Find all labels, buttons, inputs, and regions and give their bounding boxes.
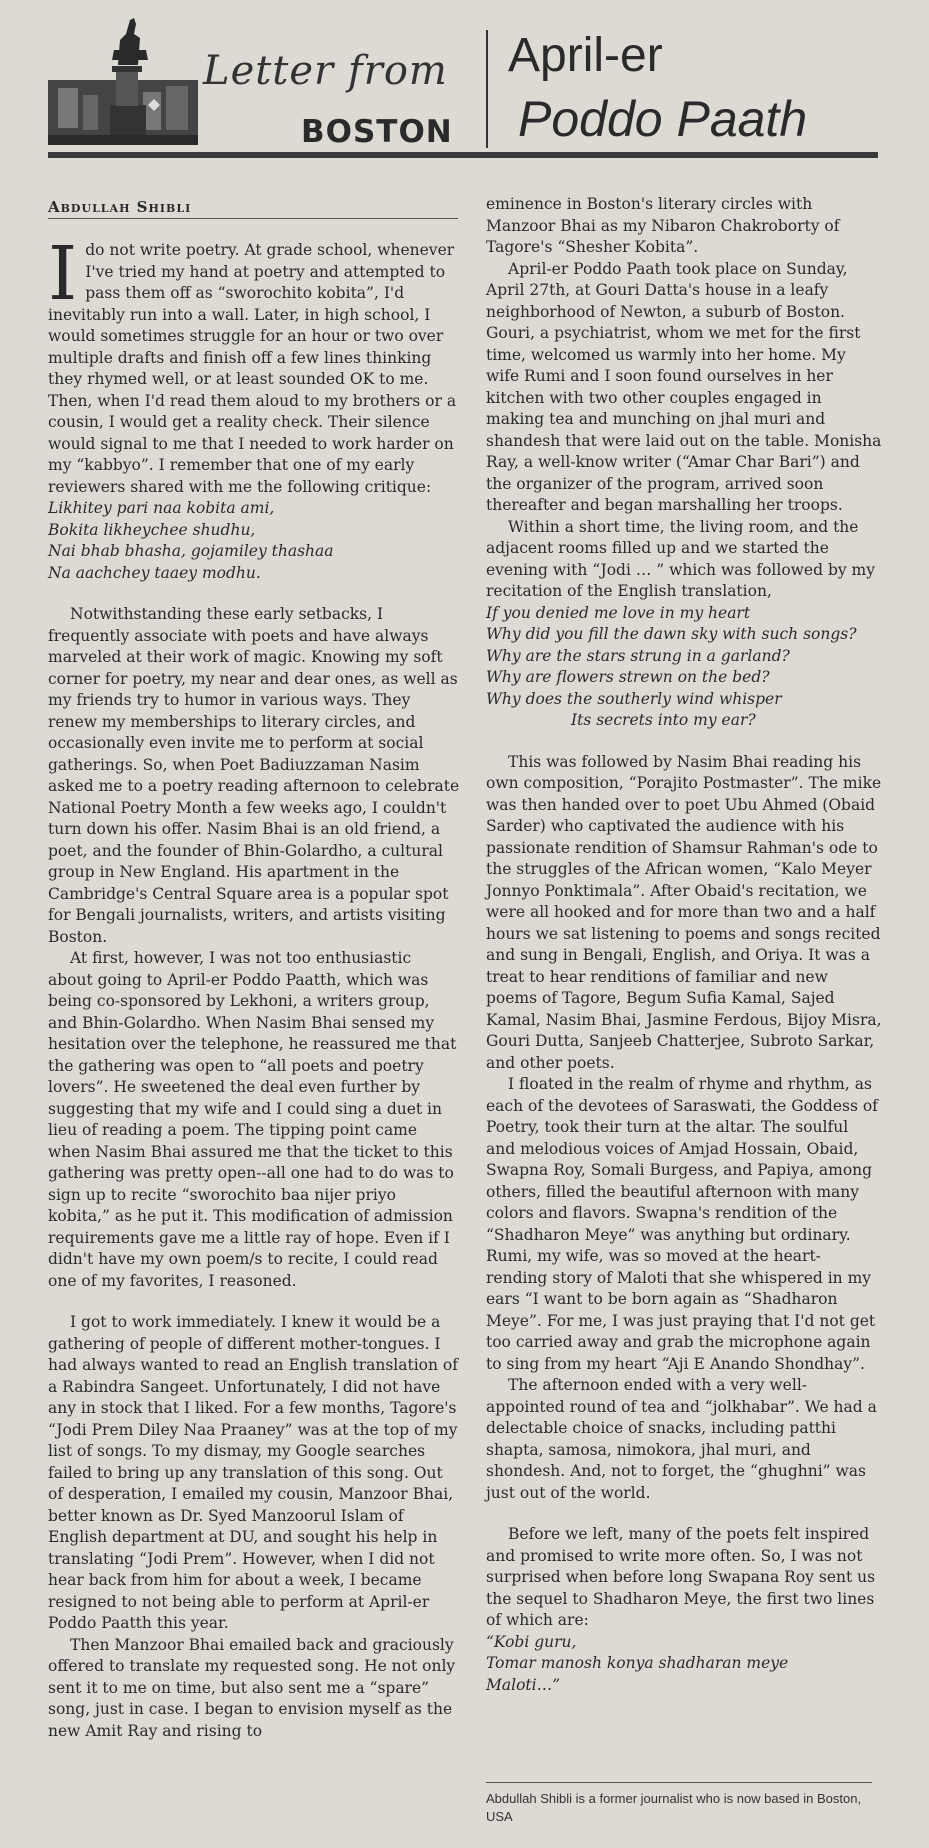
left-column: [48, 231, 460, 1742]
author-bio: Abdullah Shibli is a former journalist who is now based in Boston, USA: [486, 1791, 862, 1824]
bio-rule: [486, 1782, 872, 1783]
title-line-2: Poddo Paath: [518, 91, 808, 147]
paragraph: eminence in Boston's literary circles with Manzoor Bhai as my Nibaron Chakroborty of Tagore's “Shesher Kobita”.: [486, 195, 840, 256]
right-column: [486, 194, 882, 1696]
verse-line: Likhitey pari naa kobita ami,: [48, 499, 275, 517]
verse-line: If you denied me love in my heart: [486, 603, 751, 622]
paragraph: Notwithstanding these early setbacks, I frequently associate with poets and have always marveled at their work of magic. Knowing my soft corner for poetry, my near and dear ones, as well as my friends try to humor in various ways. They renew my memberships to literary circles, and occasionally even invite me to perform at social gatherings. So, when Poet Badiuzzaman Nasim asked me to a poetry reading afternoon to celebrate National Poetry Month a few weeks ago, I couldn't turn down his offer. Nasim Bhai is an old friend, a poet, and the founder of Bhin-Golardho, a cultural group in New England. His apartment in the Cambridge's Central Square area is a popular spot for Bengali journalists, writers, and artists visiting Boston.: [48, 605, 460, 946]
verse-line: Why are flowers strewn on the bed?: [486, 668, 770, 686]
verse-line: Why are the stars strung in a garland?: [486, 646, 790, 665]
byline-rule: [48, 218, 458, 219]
verse-line: “Kobi guru,: [486, 1632, 577, 1651]
byline: Abdullah Shibli: [48, 198, 192, 216]
header-rule: [48, 152, 878, 158]
paragraph: I got to work immediately. I knew it would be a gathering of people of different mother-tongues. I had always wanted to read an English translation of a Rabindra Sangeet. Unfortunately, I did not have any in stock that I liked. For a few months, Tagore's “Jodi Prem Diley Naa Praaney” was at the top of my list of songs. To my dismay, my Google searches failed to bring up any translation of this song. Out of desperation, I emailed my cousin, Manzoor Bhai, better known as Dr. Syed Manzoorul Islam of English department at DU, and sought his help in translating “Jodi Prem”. However, when I did not hear back from him for about a week, I became resigned to not being able to perform at April-er Poddo Paatth this year.: [48, 1313, 458, 1632]
paragraph: Ido not write poetry. At grade school, whenever I've tried my hand at poetry and attempted to pass them off as “sworochito kobita”, I'd inevitably run into a wall. Later, in high school, I would sometimes struggle for an hour or two over multiple drafts and finish off a few lines thinking they rhymed well, or at least sounded OK to me. Then, when I'd read them aloud to my brothers or a cousin, I would get a reality check. Their silence would signal to me that I needed to work harder on my “kabbyo”. I remember that one of my early reviewers shared with me the following critique:: [48, 231, 457, 496]
paragraph: Then Manzoor Bhai emailed back and graciously offered to translate my requested song. He not only sent it to me on time, but also sent me a “spare” song, just in case. I began to envision myself as the new Amit Ray and rising to: [48, 1635, 456, 1740]
verse-line: Its secrets into my ear?: [571, 711, 756, 729]
verse-line: Na aachchey taaey modhu.: [48, 563, 261, 582]
boston-label: BOSTON: [301, 114, 453, 150]
title-line-1: April-er: [508, 29, 663, 82]
verse-line: Why did you fill the dawn sky with such songs?: [486, 625, 857, 643]
paragraph: This was followed by Nasim Bhai reading his own composition, “Porajito Postmaster”. The mike was then handed over to poet Ubu Ahmed (Obaid Sarder) who captivated the audience with his passionate rendition of Shamsur Rahman's ode to the struggles of the African women, “Kalo Meyer Jonnyo Ponktimala”. After Obaid's recitation, we were all hooked and for more than two and a half hours we sat listening to poems and songs recited and sung in Bengali, English, and Oriya. It was a treat to hear renditions of familiar and new poems of Tagore, Begum Sufia Kamal, Sajed Kamal, Nasim Bhai, Jasmine Ferdous, Bijoy Misra, Gouri Dutta, Sanjeeb Chatterjee, Subroto Sarkar, and other poets.: [486, 752, 882, 1072]
verse-line: Maloti…”: [486, 1675, 561, 1694]
statue-illustration-icon: [48, 10, 198, 145]
paragraph: April-er Poddo Paath took place on Sunday, April 27th, at Gouri Datta's house in a leafy neighborhood of Newton, a suburb of Boston. Gouri, a psychiatrist, whom we met for the first time, welcomed us warmly into her home. My wife Rumi and I soon found ourselves in her kitchen with two other couples engaged in making tea and munching on jhal muri and shandesh that were laid out on the table. Monisha Ray, a well-know writer (“Amar Char Bari”) and the organizer of the program, arrived soon thereafter and began marshalling her troops.: [486, 259, 882, 514]
header-divider: [486, 30, 488, 148]
paragraph: I floated in the realm of rhyme and rhythm, as each of the devotees of Saraswati, the Goddess of Poetry, took their turn at the altar. The soulful and melodious voices of Amjad Hossain, Obaid, Swapna Roy, Somali Burgess, and Papiya, among others, filled the beautiful afternoon with many colors and flavors. Swapna's rendition of the “Shadharon Meye” was anything but ordinary. Rumi, my wife, was so moved at the heart-rending story of Maloti that she whispered in my ears “I want to be born again as “Shadharon Meye”. For me, I was just praying that I'd not get too carried away and grab the microphone again to sing from my heart “Aji E Anando Shondhay”.: [486, 1075, 878, 1373]
verse-line: Why does the southerly wind whisper: [486, 689, 782, 708]
drop-cap: I: [48, 231, 78, 317]
paragraph: The afternoon ended with a very well-appointed round of tea and “jolkhabar”. We had a delectable choice of snacks, including patthi shapta, samosa, nimokora, jhal muri, and shondesh. And, not to forget, the “ghughni” was just out of the world.: [486, 1376, 877, 1502]
paragraph: Within a short time, the living room, and the adjacent rooms filled up and we started the evening with “Jodi … ” which was followed by my recitation of the English translation,: [486, 517, 875, 600]
verse-translation: [486, 603, 882, 732]
verse-critique: [48, 498, 460, 584]
column-header: [48, 10, 878, 155]
verse-line: Tomar manosh konya shadharan meye: [486, 1654, 789, 1672]
paragraph: At first, however, I was not too enthusiastic about going to April-er Poddo Paatth, which was being co-sponsored by Lekhoni, a writers group, and Bhin-Golardho. When Nasim Bhai sensed my hesitation over the telephone, he reassured me that the gathering was open to “all poets and poetry lovers”. He sweetened the deal even further by suggesting that my wife and I could sing a duet in lieu of reading a poem. The tipping point came when Nasim Bhai assured me that the ticket to this gathering was pretty open--all one had to do was to sign up to recite “sworochito baa nijer priyo kobita,” as he put it. This modification of admission requirements gave me a little ray of hope. Even if I didn't have my own poem/s to recite, I could read one of my favorites, I reasoned.: [48, 949, 457, 1290]
paragraph: Before we left, many of the poets felt inspired and promised to write more often. So, I was not surprised when before long Swapana Roy sent us the sequel to Shadharon Meye, the first two lines of which are:: [486, 1525, 876, 1629]
letter-from-script: Letter from: [203, 48, 448, 94]
verse-sequel: [486, 1632, 882, 1697]
verse-line: Nai bhab bhasha, gojamiley thashaa: [48, 542, 334, 560]
verse-line: Bokita likheychee shudhu,: [48, 520, 256, 539]
